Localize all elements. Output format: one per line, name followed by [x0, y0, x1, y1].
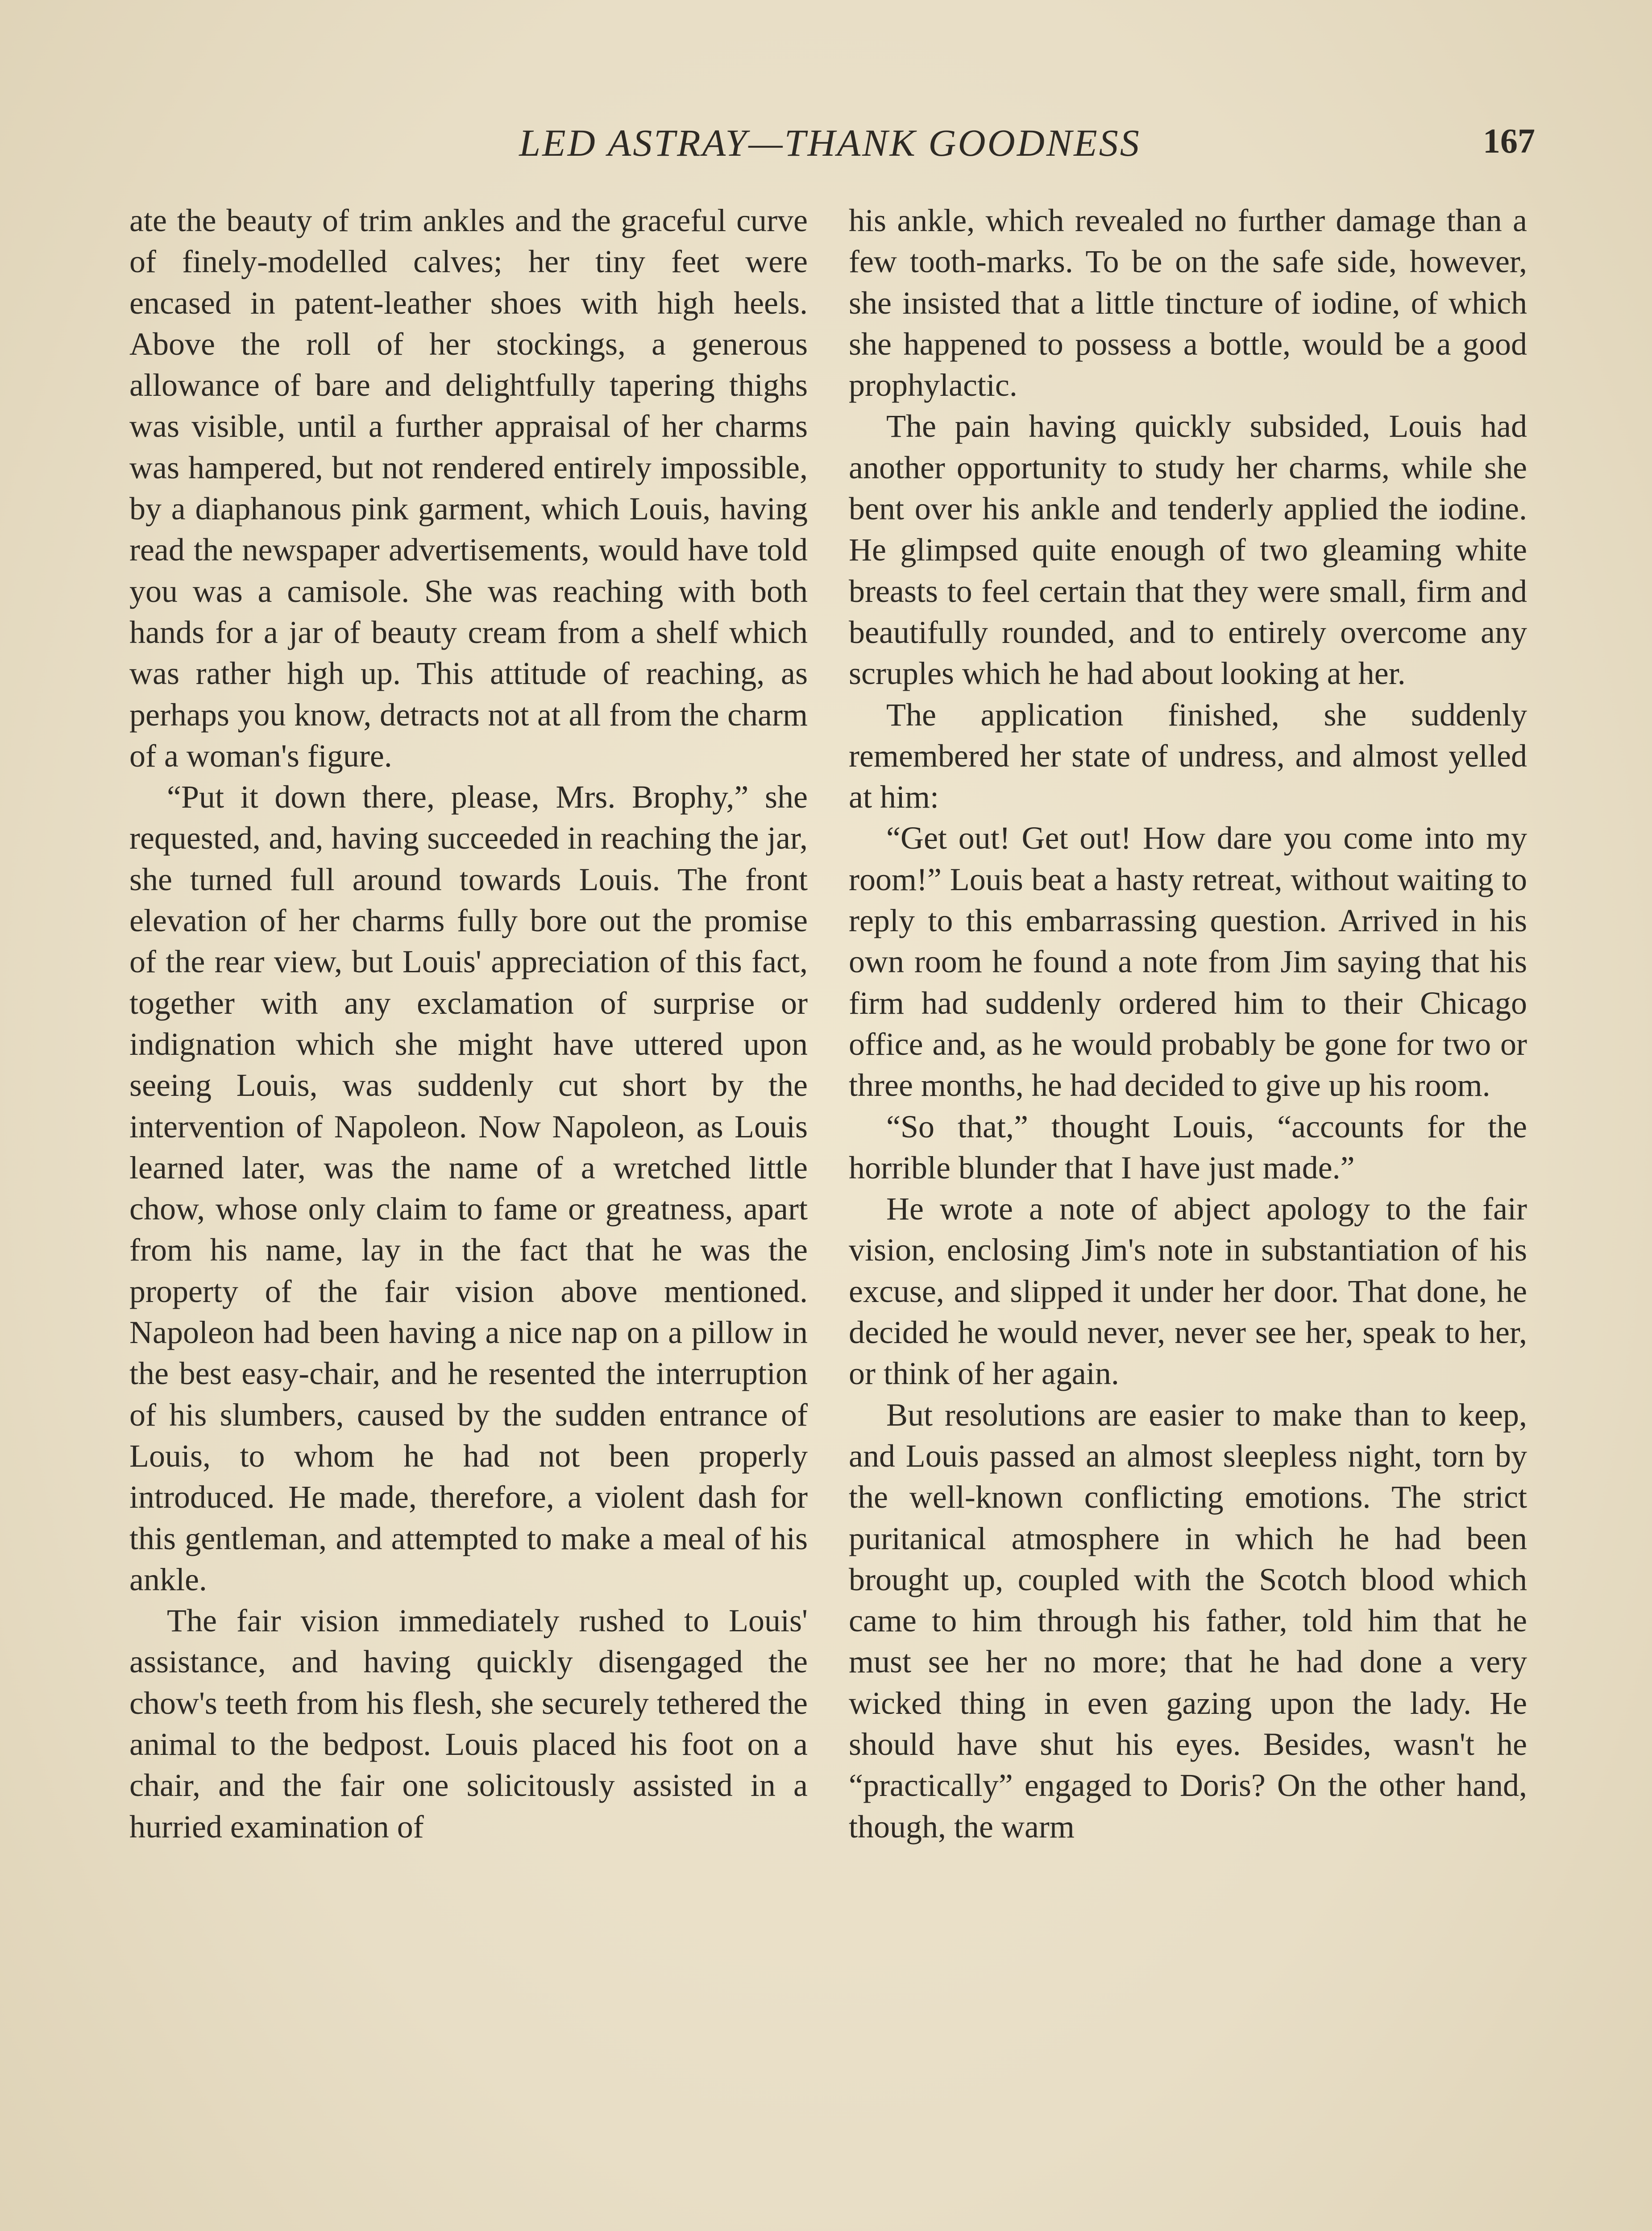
right-column: [849, 200, 1527, 1847]
paragraph: ate the beauty of trim ankles and the graceful curve of finely-modelled calves; her tiny feet were encased in patent-leather shoes with high heels. Above the roll of her stockings, a generous allowance of bare and delightfully tapering thighs was visible, until a further appraisal of her charms was hampered, but not rendered entirely impossible, by a diaphanous pink garment, which Louis, having read the newspaper advertisements, would have told you was a camisole. She was reaching with both hands for a jar of beauty cream from a shelf which was rather high up. This attitude of reaching, as perhaps you know, detracts not at all from the charm of a woman's figure.: [129, 203, 808, 774]
paragraph: “Get out! Get out! How dare you come into my room!” Louis beat a hasty retreat, without waiting to reply to this embarrassing question. Arrived in his own room he found a note from Jim saying that his firm had suddenly ordered him to their Chicago office and, as he would probably be gone for two or three months, he had decided to give up his room.: [849, 820, 1527, 1103]
paragraph: The fair vision immediately rushed to Louis' assistance, and having quickly disengaged the chow's teeth from his flesh, she securely tethered the animal to the bedpost. Louis placed his foot on a chair, and the fair one solicitously assisted in a hurried examination of: [129, 1603, 808, 1845]
paragraph: But resolutions are easier to make than to keep, and Louis passed an almost sleepless night, torn by the well-known conflicting emotions. The strict puritanical atmosphere in which he had been brought up, coupled with the Scotch blood which came to him through his father, told him that he must see her no more; that he had done a very wicked thing in even gazing upon the lady. He should have shut his eyes. Besides, wasn't he “practically” engaged to Doris? On the other hand, though, the warm: [849, 1397, 1527, 1845]
paragraph: The pain having quickly subsided, Louis had another opportunity to study her charms, while she bent over his ankle and tenderly applied the iodine. He glimpsed quite enough of two gleaming white breasts to feel certain that they were small, firm and beautifully rounded, and to entirely overcome any scruples which he had about looking at her.: [849, 408, 1527, 692]
left-column: [129, 200, 808, 1847]
paragraph: He wrote a note of abject apology to the fair vision, enclosing Jim's note in substantiation of his excuse, and slipped it under her door. That done, he decided he would never, never see her, speak to her, or think of her again.: [849, 1191, 1527, 1392]
paragraph: “So that,” thought Louis, “accounts for the horrible blunder that I have just made.”: [849, 1108, 1527, 1186]
paragraph: his ankle, which revealed no further damage than a few tooth-marks. To be on the safe side, however, she insisted that a little tincture of iodine, of which she happened to possess a bottle, would be a good prophylactic.: [849, 203, 1527, 403]
page-number: 167: [1483, 121, 1535, 160]
paragraph: “Put it down there, please, Mrs. Brophy,” she requested, and, having succeeded in reaching the jar, she turned full around towards Louis. The front elevation of her charms fully bore out the promise of the rear view, but Louis' appreciation of this fact, together with any exclamation of surprise or indignation which she might have uttered upon seeing Louis, was suddenly cut short by the intervention of Napoleon. Now Napoleon, as Louis learned later, was the name of a wretched little chow, whose only claim to fame or greatness, apart from his name, lay in the fact that he was the property of the fair vision above mentioned. Napoleon had been having a nice nap on a pillow in the best easy-chair, and he resented the interruption of his slumbers, caused by the sudden entrance of Louis, to whom he had not been properly introduced. He made, therefore, a violent dash for this gentleman, and attempted to make a meal of his ankle.: [129, 779, 808, 1597]
running-head: LED ASTRAY—THANK GOODNESS: [519, 121, 1141, 164]
paragraph: The application finished, she suddenly remembered her state of undress, and almost yelled at him:: [849, 697, 1527, 815]
